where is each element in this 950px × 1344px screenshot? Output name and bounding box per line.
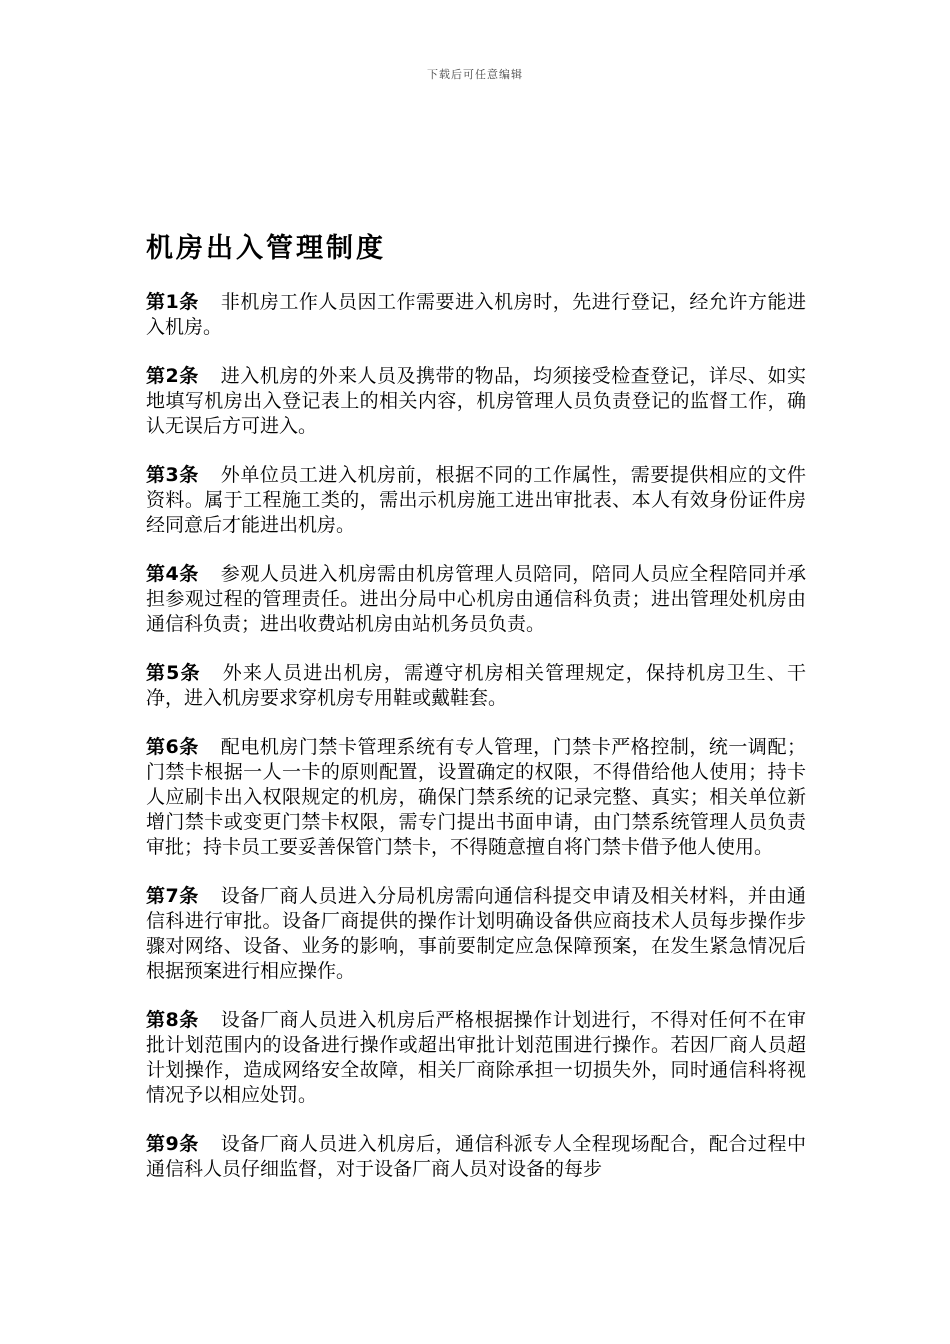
article-4	[146, 562, 806, 637]
article-text: 设备厂商人员进入分局机房需向通信科提交申请及相关材料，并由通信科进行审批。设备厂商提供的操作计划明确设备供应商技术人员每步操作步骤对网络、设备、业务的影响，事前要制定应急保障预案，在发生紧急情况后根据预案进行相应操作。	[146, 885, 806, 982]
article-number: 第8条	[146, 1009, 199, 1031]
article-number: 第5条	[146, 662, 201, 684]
article-number: 第4条	[146, 563, 199, 585]
article-text: 设备厂商人员进入机房后严格根据操作计划进行，不得对任何不在审批计划范围内的设备进行操作或超出审批计划范围进行操作。若因厂商人员超计划操作，造成网络安全故障，相关厂商除承担一切损失外，同时通信科将视情况予以相应处罚。	[146, 1009, 806, 1106]
article-text: 设备厂商人员进入机房后，通信科派专人全程现场配合，配合过程中通信科人员仔细监督，对于设备厂商人员对设备的每步	[146, 1133, 806, 1180]
article-5	[146, 661, 806, 711]
article-number: 第2条	[146, 365, 199, 387]
article-number: 第7条	[146, 885, 199, 907]
article-9	[146, 1132, 806, 1182]
article-number: 第1条	[146, 291, 199, 313]
article-3	[146, 463, 806, 538]
article-2	[146, 364, 806, 439]
article-text: 非机房工作人员因工作需要进入机房时，先进行登记，经允许方能进入机房。	[146, 291, 806, 338]
article-text: 进入机房的外来人员及携带的物品，均须接受检查登记，详尽、如实地填写机房出入登记表上的相关内容，机房管理人员负责登记的监督工作，确认无误后方可进入。	[146, 365, 806, 437]
article-number: 第9条	[146, 1133, 199, 1155]
article-1	[146, 290, 806, 340]
article-text: 参观人员进入机房需由机房管理人员陪同，陪同人员应全程陪同并承担参观过程的管理责任。进出分局中心机房由通信科负责；进出管理处机房由通信科负责；进出收费站机房由站机务员负责。	[146, 563, 806, 635]
article-text: 配电机房门禁卡管理系统有专人管理，门禁卡严格控制，统一调配；门禁卡根据一人一卡的原则配置，设置确定的权限，不得借给他人使用；持卡人应刷卡出入权限规定的机房，确保门禁系统的记录完整、真实；相关单位新增门禁卡或变更门禁卡权限，需专门提出书面申请，由门禁系统管理人员负责审批；持卡员工要妥善保管门禁卡，不得随意擅自将门禁卡借予他人使用。	[146, 736, 806, 858]
page-header-note: 下载后可任意编辑	[427, 68, 523, 81]
article-7	[146, 884, 806, 984]
document-title: 机房出入管理制度	[146, 233, 386, 264]
article-6	[146, 735, 806, 860]
article-text: 外来人员进出机房，需遵守机房相关管理规定，保持机房卫生、干净，进入机房要求穿机房专用鞋或戴鞋套。	[146, 662, 806, 709]
article-text: 外单位员工进入机房前，根据不同的工作属性，需要提供相应的文件资料。属于工程施工类的，需出示机房施工进出审批表、本人有效身份证件房经同意后才能进出机房。	[146, 464, 806, 536]
article-number: 第6条	[146, 736, 199, 758]
article-8	[146, 1008, 806, 1108]
article-number: 第3条	[146, 464, 199, 486]
article-list	[146, 290, 806, 1206]
